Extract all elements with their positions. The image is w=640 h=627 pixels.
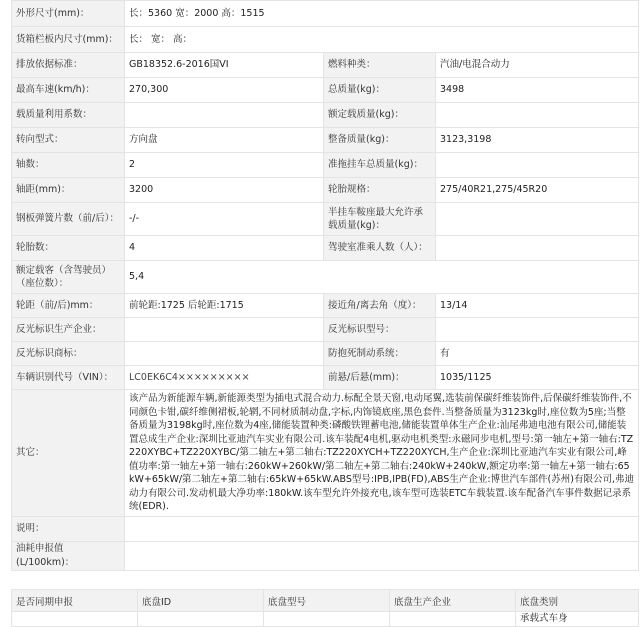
cargo-label: 货箱栏板内尺寸(mm)：	[12, 27, 125, 53]
chassis-row	[12, 612, 639, 627]
wheelbase-value: 3200	[125, 178, 324, 203]
passengers-value: 5,4	[125, 261, 639, 294]
mass-label: 总质量(kg)：	[324, 78, 436, 103]
spring-label: 钢板弹簧片数（前/后）：	[12, 203, 125, 236]
tire-label: 轮胎规格：	[324, 178, 436, 203]
track-value: 前轮距:1725 后轮距:1715	[125, 294, 324, 318]
row-reflect-mfr	[12, 318, 639, 342]
emission-value: GB18352.6-2016国VI	[125, 53, 324, 78]
steering-value: 方向盘	[125, 128, 324, 153]
row-consumption	[12, 541, 639, 570]
passengers-label: 额定载客（含驾驶员）（座位数）：	[12, 261, 125, 294]
curb-value: 3123,3198	[436, 128, 639, 153]
vin-label: 车辆识别代号（VIN）：	[12, 366, 125, 390]
trailer-label: 准拖挂车总质量(kg)：	[324, 153, 436, 178]
chassis-header-row	[12, 590, 639, 612]
fuel-label: 燃料种类：	[324, 53, 436, 78]
tire-value: 275/40R21,275/45R20	[436, 178, 639, 203]
row-dimensions	[12, 1, 639, 27]
speed-value: 270,300	[125, 78, 324, 103]
header-chassis-type: 底盘类别	[516, 590, 639, 612]
row-tires	[12, 236, 639, 261]
dims-value: 长：5360 宽：2000 高：1515	[125, 1, 639, 27]
curb-label: 整备质量(kg)：	[324, 128, 436, 153]
vehicle-spec-table	[11, 0, 639, 571]
angle-label: 接近角/离去角（度）：	[324, 294, 436, 318]
vin-value: LC0EK6C4×××××××××	[125, 366, 324, 390]
cab-label: 驾驶室准乘人数（人）：	[324, 236, 436, 261]
row-other	[12, 390, 639, 517]
chassis-cell	[390, 612, 516, 627]
row-spring	[12, 203, 639, 236]
note-label: 说明：	[12, 516, 125, 541]
chassis-type-cell: 承载式车身	[516, 612, 639, 627]
rated-load-value	[436, 103, 639, 128]
row-reflect-brand	[12, 342, 639, 366]
trailer-value	[436, 153, 639, 178]
fuel-value: 汽油/电混合动力	[436, 53, 639, 78]
rated-load-label: 额定载质量(kg)：	[324, 103, 436, 128]
row-emission	[12, 53, 639, 78]
note-value	[125, 516, 639, 541]
consumption-label: 油耗申报值(L/100km)：	[12, 541, 125, 570]
row-passengers	[12, 261, 639, 294]
load-util-label: 载质量利用系数：	[12, 103, 125, 128]
saddle-label: 半挂车鞍座最大允许承载质量(kg)：	[324, 203, 436, 236]
chassis-table	[11, 589, 639, 627]
chassis-cell	[264, 612, 390, 627]
speed-label: 最高车速(km/h)：	[12, 78, 125, 103]
tires-label: 轮胎数：	[12, 236, 125, 261]
abs-label: 防抱死制动系统：	[324, 342, 436, 366]
chassis-cell	[138, 612, 264, 627]
angle-value: 13/14	[436, 294, 639, 318]
other-value: 该产品为新能源车辆,新能源类型为插电式混合动力.标配全景天窗,电动尾翼,选装前保碳纤维装饰件,后保碳纤维装饰件,不同颜色卡钳,碳纤维侧裙板,轮辋,不同材质制动盘,字标,内饰镜底座,黑色套件.当整备质量为3123kg时,座位数为5座;当整备质量为3198kg时,座位数为4座,储能装置种类:磷酸铁锂蓄电池,储能装置单体生产企业:汕尾弗迪电池有限公司,储能装置总成生产企业:深圳比亚迪汽车实业有限公司.该车装配4电机,驱动电机类型:永磁同步电机,型号:第一轴左+第一轴右:TZ220XYBC+TZ220XYBC/第二轴左+第二轴右:TZ220XYCH+TZ220XYCH,生产企业:深圳比亚迪汽车实业有限公司,峰值功率:第一轴左+第一轴右:260kW+260kW/第二轴左+第二轴右:240kW+240kW,额定功率:第一轴左+第一轴右:65kW+65kW/第二轴左+第二轴右:65kW+65kW.ABS型号:IPB,IPB(FD),ABS生产企业:博世汽车部件(苏州)有限公司,弗迪动力有限公司.发动机最大净功率:180kW.该车型允许外接充电,该车型可选装ETC车载装置.该车配备汽车事件数据记录系统(EDR).	[125, 390, 639, 517]
spring-value: -/-	[125, 203, 324, 236]
axles-label: 轴数：	[12, 153, 125, 178]
header-chassis-id: 底盘ID	[138, 590, 264, 612]
header-same-period: 是否同期申报	[12, 590, 138, 612]
overhang-value: 1035/1125	[436, 366, 639, 390]
reflect-mfr-label: 反光标识生产企业：	[12, 318, 125, 342]
tires-value: 4	[125, 236, 324, 261]
row-speed	[12, 78, 639, 103]
axles-value: 2	[125, 153, 324, 178]
saddle-value	[436, 203, 639, 236]
consumption-value	[125, 541, 639, 570]
steering-label: 转向型式：	[12, 128, 125, 153]
reflect-model-value	[436, 318, 639, 342]
overhang-label: 前悬/后悬(mm)：	[324, 366, 436, 390]
row-axles	[12, 153, 639, 178]
row-wheelbase	[12, 178, 639, 203]
wheelbase-label: 轴距(mm)：	[12, 178, 125, 203]
chassis-cell	[12, 612, 138, 627]
reflect-model-label: 反光标识型号：	[324, 318, 436, 342]
dims-label: 外形尺寸(mm)：	[12, 1, 125, 27]
reflect-brand-value	[125, 342, 324, 366]
reflect-mfr-value	[125, 318, 324, 342]
track-label: 轮距（前/后)mm：	[12, 294, 125, 318]
load-util-value	[125, 103, 324, 128]
other-label: 其它：	[12, 390, 125, 517]
row-load	[12, 103, 639, 128]
abs-value: 有	[436, 342, 639, 366]
header-chassis-maker: 底盘生产企业	[390, 590, 516, 612]
row-cargo	[12, 27, 639, 53]
cargo-value: 长： 宽： 高：	[125, 27, 639, 53]
reflect-brand-label: 反光标识商标：	[12, 342, 125, 366]
cab-value	[436, 236, 639, 261]
row-track	[12, 294, 639, 318]
emission-label: 排放依据标准：	[12, 53, 125, 78]
header-chassis-model: 底盘型号	[264, 590, 390, 612]
row-note	[12, 516, 639, 541]
mass-value: 3498	[436, 78, 639, 103]
row-vin	[12, 366, 639, 390]
row-steering	[12, 128, 639, 153]
